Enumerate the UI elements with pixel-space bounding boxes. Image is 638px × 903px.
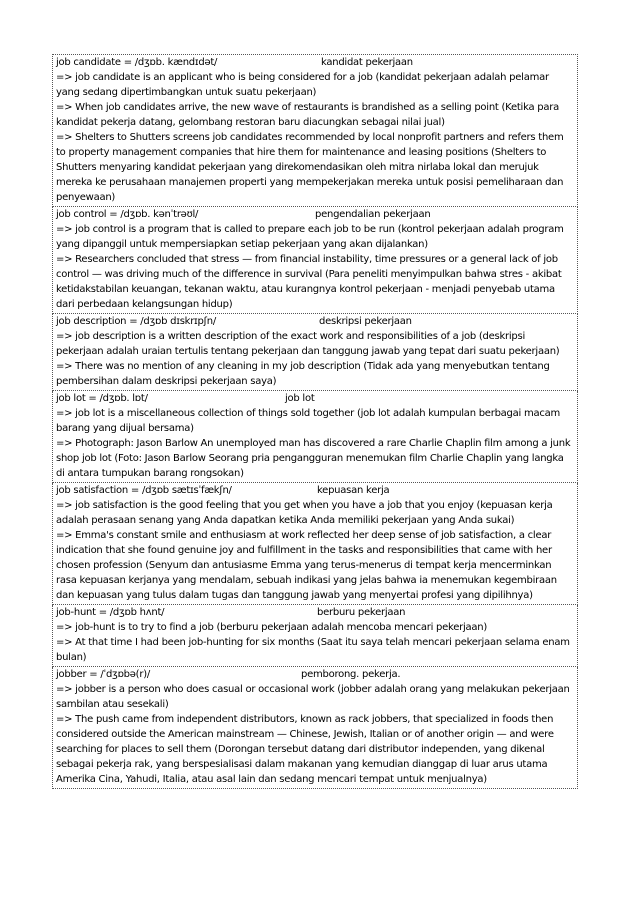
vocabulary-sheet xyxy=(52,54,578,789)
entry-line: => job satisfaction is the good feeling that you get when you have a job that you enjoy (kepuasan kerja adalah perasaan senang yang Anda dapatkan ketika Anda memiliki pekerjaan yang Anda sukai) xyxy=(56,500,553,526)
entry-header xyxy=(56,55,574,70)
entry-term: job satisfaction = /dʒɒb sætɪsˈfækʃn/ xyxy=(56,485,232,496)
entry-job-candidate xyxy=(52,54,578,207)
entry-line: => The push came from independent distributors, known as rack jobbers, that specialized in foods then considered outside the American mainstream — Chinese, Jewish, Italian or of another origin — and were searching for places to sell them (Dorongan tersebut datang dari distributor independen, yang dikenal sebagai pekerja rak, yang berspesialisasi dalam makanan yang kemudian dianggap di luar arus utama Amerika Cina, Yahudi, Italia, atau asal lain dan sedang mencari tempat untuk menjualnya) xyxy=(56,714,554,785)
entry-line: => job lot is a miscellaneous collection of things sold together (job lot adalah kumpulan berbagai macam barang yang dijual bersama) xyxy=(56,408,560,434)
entry-term: job candidate = /dʒɒb. kændɪdət/ xyxy=(56,57,218,68)
entry-job-satisfaction xyxy=(52,483,578,605)
entry-translation: berburu pekerjaan xyxy=(317,607,406,618)
entry-jobber xyxy=(52,667,578,789)
entry-translation: job lot xyxy=(285,393,315,404)
entry-line: => job candidate is an applicant who is being considered for a job (kandidat pekerjaan adalah pelamar yang sedang dipertimbangkan untuk suatu pekerjaan) xyxy=(56,72,549,98)
entry-line: => Photograph: Jason Barlow An unemployed man has discovered a rare Charlie Chaplin film among a junk shop job lot (Foto: Jason Barlow Seorang pria pengangguran menemukan film Charlie Chaplin yang langka di antara tumpukan barang rongsokan) xyxy=(56,438,571,479)
entry-line: => Shelters to Shutters screens job candidates recommended by local nonprofit partners and refers them to property management companies that hire them for maintenance and leasing positions (Shelters to Shutters menyaring kandidat pekerjaan yang direkomendasikan oleh mitra nirlaba lokal dan merujuk mereka ke perusahaan manajemen properti yang mempekerjakan mereka untuk posisi pemeliharaan dan penyewaan) xyxy=(56,132,564,203)
entry-header xyxy=(56,483,574,498)
entry-line: => At that time I had been job-hunting for six months (Saat itu saya telah mencari pekerjaan selama enam bulan) xyxy=(56,637,570,663)
entry-line: => When job candidates arrive, the new wave of restaurants is brandished as a selling point (Ketika para kandidat pekerja datang, gelombang restoran baru diacungkan sebagai nilai jual) xyxy=(56,102,559,128)
entry-term: job control = /dʒɒb. kənˈtrəʊl/ xyxy=(56,209,199,220)
entry-translation: pemborong. pekerja. xyxy=(301,669,401,680)
entry-line: => jobber is a person who does casual or occasional work (jobber adalah orang yang melakukan pekerjaan sambilan atau sesekali) xyxy=(56,684,570,710)
entry-term: job lot = /dʒɒb. lɒt/ xyxy=(56,393,148,404)
entry-job-description xyxy=(52,314,578,391)
entry-header xyxy=(56,207,574,222)
entry-line: => There was no mention of any cleaning in my job description (Tidak ada yang menyebutkan tentang pembersihan dalam deskripsi pekerjaan saya) xyxy=(56,361,550,387)
entry-term: jobber = /ˈdʒɒbə(r)/ xyxy=(56,669,150,680)
entry-line: => Emma's constant smile and enthusiasm at work reflected her deep sense of job satisfaction, a clear indication that she found genuine joy and fulfillment in the tasks and responsibilities that came with her chosen profession (Senyum dan antusiasme Emma yang terus-menerus di tempat kerja mencerminkan rasa kepuasan kerjanya yang mendalam, sebuah indikasi yang jelas bahwa ia menemukan kegembiraan dan kepuasan yang tulus dalam tugas dan tanggung jawab yang menyertai profesi yang dipilihnya) xyxy=(56,530,557,601)
entry-header xyxy=(56,667,574,682)
entry-term: job-hunt = /dʒɒb hʌnt/ xyxy=(56,607,165,618)
entry-translation: kandidat pekerjaan xyxy=(321,57,413,68)
entry-job-lot xyxy=(52,391,578,483)
entry-header xyxy=(56,314,574,329)
entry-job-control xyxy=(52,207,578,314)
entry-line: => job-hunt is to try to find a job (berburu pekerjaan adalah mencoba mencari pekerjaan) xyxy=(56,622,488,633)
entry-line: => Researchers concluded that stress — from financial instability, time pressures or a general lack of job control — was driving much of the difference in survival (Para peneliti menyimpulkan bahwa stres - akibat ketidakstabilan keuangan, tekanan waktu, atau kurangnya kontrol pekerjaan - menjadi penyebab utama dari perbedaan kelangsungan hidup) xyxy=(56,254,562,310)
entry-term: job description = /dʒɒb dɪskrɪpʃn/ xyxy=(56,316,216,327)
entry-line: => job control is a program that is called to prepare each job to be run (kontrol pekerjaan adalah program yang dipanggil untuk mempersiapkan setiap pekerjaan yang akan dijalankan) xyxy=(56,224,564,250)
entry-header xyxy=(56,391,574,406)
entry-translation: pengendalian pekerjaan xyxy=(315,209,431,220)
entry-translation: deskripsi pekerjaan xyxy=(319,316,412,327)
entry-header xyxy=(56,605,574,620)
entry-translation: kepuasan kerja xyxy=(317,485,390,496)
entry-job-hunt xyxy=(52,605,578,667)
entry-line: => job description is a written description of the exact work and responsibilities of a job (deskripsi pekerjaan adalah uraian tertulis tentang pekerjaan dan tanggung jawab yang tepat dari suatu pekerjaan) xyxy=(56,331,560,357)
